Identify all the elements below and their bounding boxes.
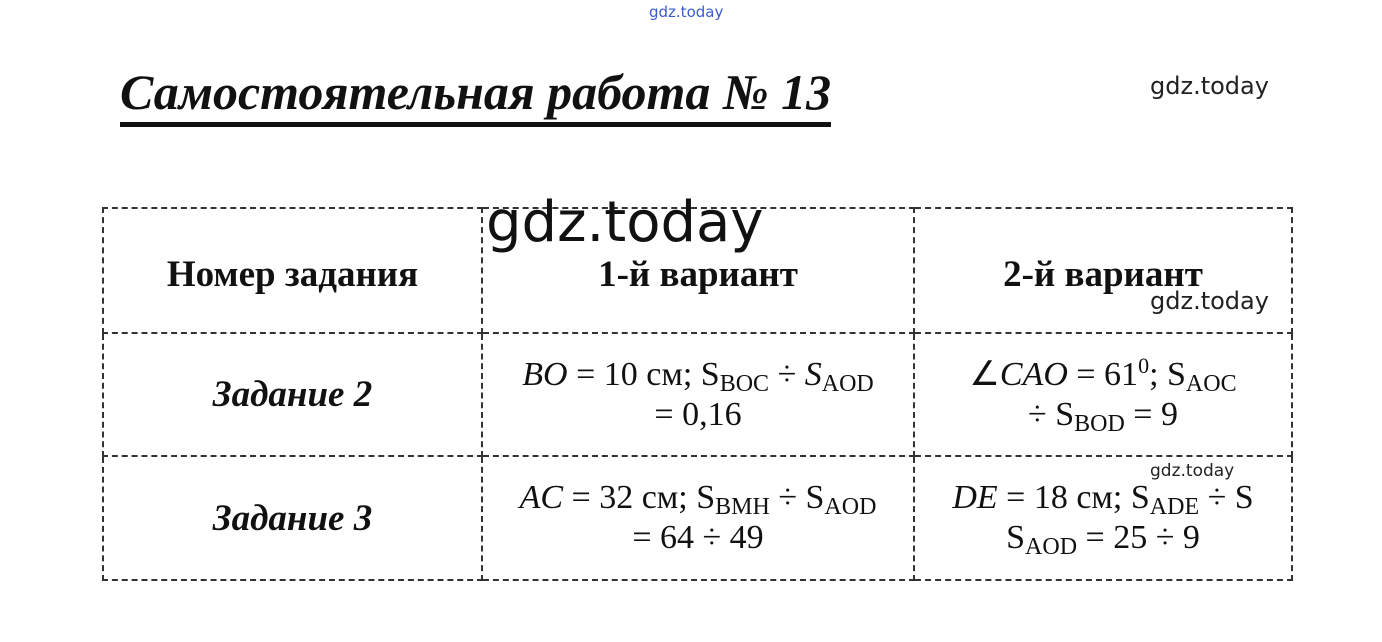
task-label: Задание 3 <box>212 497 373 539</box>
task-label: Задание 2 <box>212 374 373 415</box>
table-row <box>103 333 1292 456</box>
header-cell-task-number <box>103 208 482 333</box>
variant-1-cell <box>482 456 914 580</box>
watermark-right: gdz.today <box>1150 72 1269 100</box>
header-label: 1-й вариант <box>598 254 798 295</box>
watermark-middle: gdz.today <box>1150 287 1269 315</box>
variant-1-expression: BO = 10 см; $S_{BOC} \div S_{AOD}$ = 0,16 <box>522 355 874 433</box>
table-row <box>103 456 1292 580</box>
watermark-small: gdz.today <box>1150 461 1235 481</box>
header-label: Номер задания <box>166 254 419 295</box>
variant-1-expression: AC = 32 см; $S_{BMH} \div S_{AOD}$ = 64 ÷ 49 <box>519 479 877 556</box>
page-title: Самостоятельная работа № 13 <box>120 62 831 127</box>
variant-1-cell <box>482 333 914 456</box>
variant-2-expression: DE = 18 см; $S_{ADE} \div S$ $S_{AOD} = 25 \div 9$ <box>952 479 1254 560</box>
variant-2-cell <box>914 456 1292 580</box>
variant-2-cell <box>914 333 1292 456</box>
tasks-table <box>102 207 1293 581</box>
task-cell <box>103 456 482 580</box>
task-cell <box>103 333 482 456</box>
variant-2-expression: ∠CAO = $61^0$; $S_{AOC}$ ÷ $S_{BOD} = 9$ <box>969 352 1237 437</box>
header-label: 2-й вариант <box>1003 254 1203 295</box>
watermark-top: gdz.today <box>649 3 724 21</box>
watermark-large: gdz.today <box>486 190 764 255</box>
